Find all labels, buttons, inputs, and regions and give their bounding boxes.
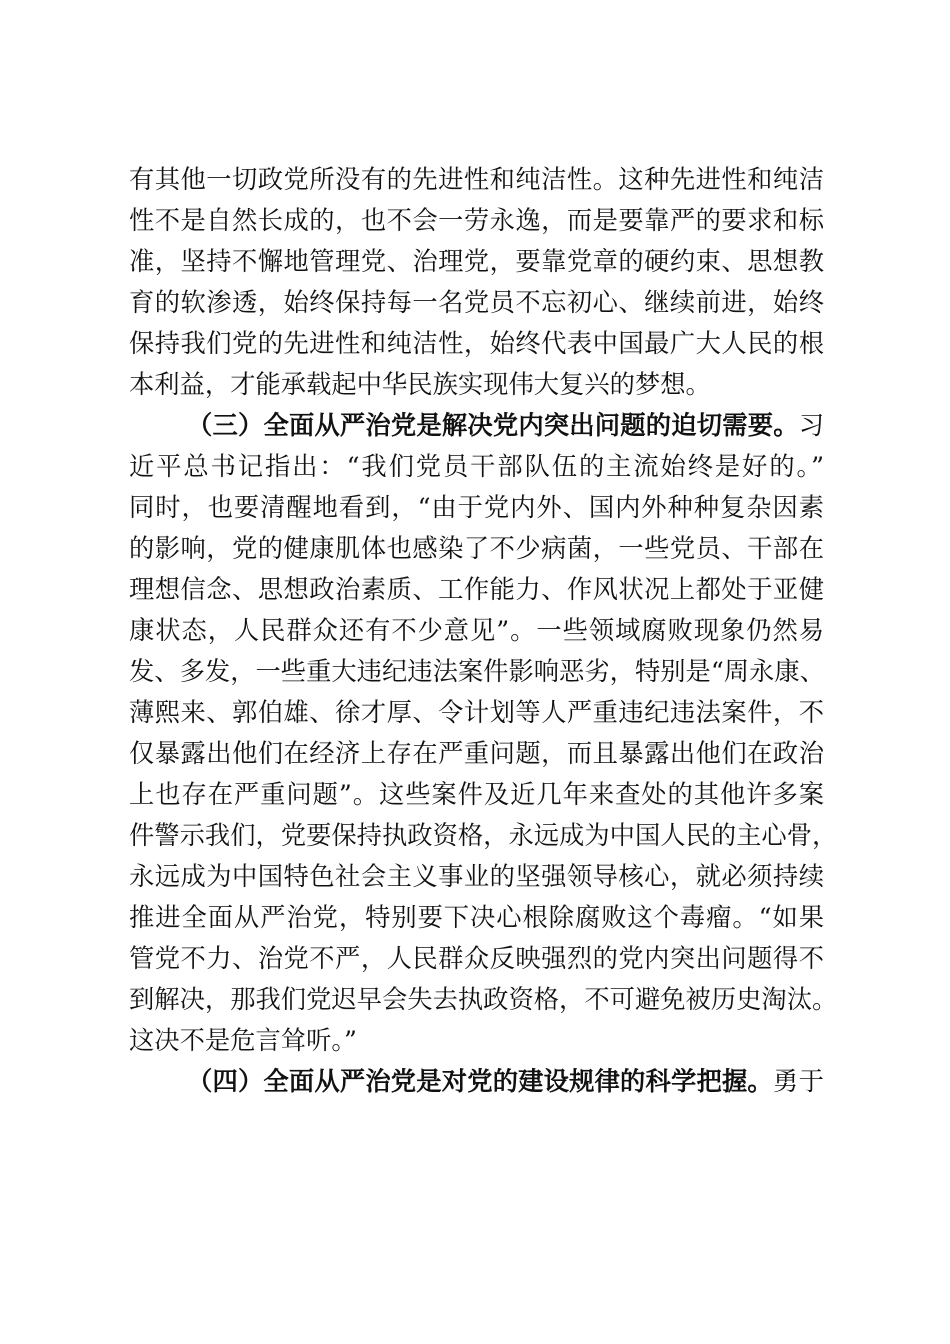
paragraph-2-line-6: 康状态，人民群众还有不少意见”。一些领域腐败现象仍然易	[129, 616, 824, 645]
paragraph-1-line-1: 有其他一切政党所没有的先进性和纯洁性。这种先进性和纯洁	[129, 165, 824, 194]
paragraph-2-line-10: 上也存在严重问题”。这些案件及近几年来查处的其他许多案	[129, 780, 824, 809]
paragraph-3-first-line	[187, 1062, 824, 1102]
paragraph-2-first-line	[187, 406, 824, 446]
section-heading-4: （四）全面从严治党是对党的建设规律的科学把握。	[187, 1067, 773, 1096]
paragraph-2-line-4: 的影响，党的健康肌体也感染了不少病菌，一些党员、干部在	[129, 534, 824, 563]
paragraph-1-line-3: 准，坚持不懈地管理党、治理党，要靠党章的硬约束、思想教	[129, 247, 824, 276]
paragraph-2-line-9: 仅暴露出他们在经济上存在严重问题，而且暴露出他们在政治	[129, 739, 824, 768]
paragraph-2-line-13: 推进全面从严治党，特别要下决心根除腐败这个毒瘤。“如果	[129, 903, 824, 932]
paragraph-2-line-16: 这决不是危言耸听。”	[129, 1026, 357, 1055]
paragraph-2-line-12: 永远成为中国特色社会主义事业的坚强领导核心，就必须持续	[129, 862, 824, 891]
paragraph-1-line-2: 性不是自然长成的，也不会一劳永逸，而是要靠严的要求和标	[129, 206, 824, 235]
paragraph-2-first-line-tail: 习	[798, 411, 824, 440]
paragraph-1-line-4: 育的软渗透，始终保持每一名党员不忘初心、继续前进，始终	[129, 288, 824, 317]
paragraph-1-line-5: 保持我们党的先进性和纯洁性，始终代表中国最广大人民的根	[129, 329, 824, 358]
paragraph-2-line-3: 同时，也要清醒地看到，“由于党内外、国内外种种复杂因素	[129, 493, 824, 522]
paragraph-2-line-2: 近平总书记指出：“我们党员干部队伍的主流始终是好的。”	[129, 452, 824, 481]
section-heading-3: （三）全面从严治党是解决党内突出问题的迫切需要。	[187, 411, 799, 440]
paragraph-2-line-14: 管党不力、治党不严，人民群众反映强烈的党内突出问题得不	[129, 944, 824, 973]
paragraph-2-line-11: 件警示我们，党要保持执政资格，永远成为中国人民的主心骨，	[129, 821, 838, 850]
paragraph-2-line-5: 理想信念、思想政治素质、工作能力、作风状况上都处于亚健	[129, 575, 824, 604]
paragraph-3-first-line-tail: 勇于	[772, 1067, 824, 1096]
paragraph-1-line-6: 本利益，才能承载起中华民族实现伟大复兴的梦想。	[129, 370, 711, 399]
paragraph-2-line-7: 发、多发，一些重大违纪违法案件影响恶劣，特别是“周永康、	[129, 657, 825, 686]
paragraph-2-line-8: 薄熙来、郭伯雄、徐才厚、令计划等人严重违纪违法案件，不	[129, 698, 824, 727]
paragraph-2-line-15: 到解决，那我们党迟早会失去执政资格，不可避免被历史淘汰。	[129, 985, 838, 1014]
